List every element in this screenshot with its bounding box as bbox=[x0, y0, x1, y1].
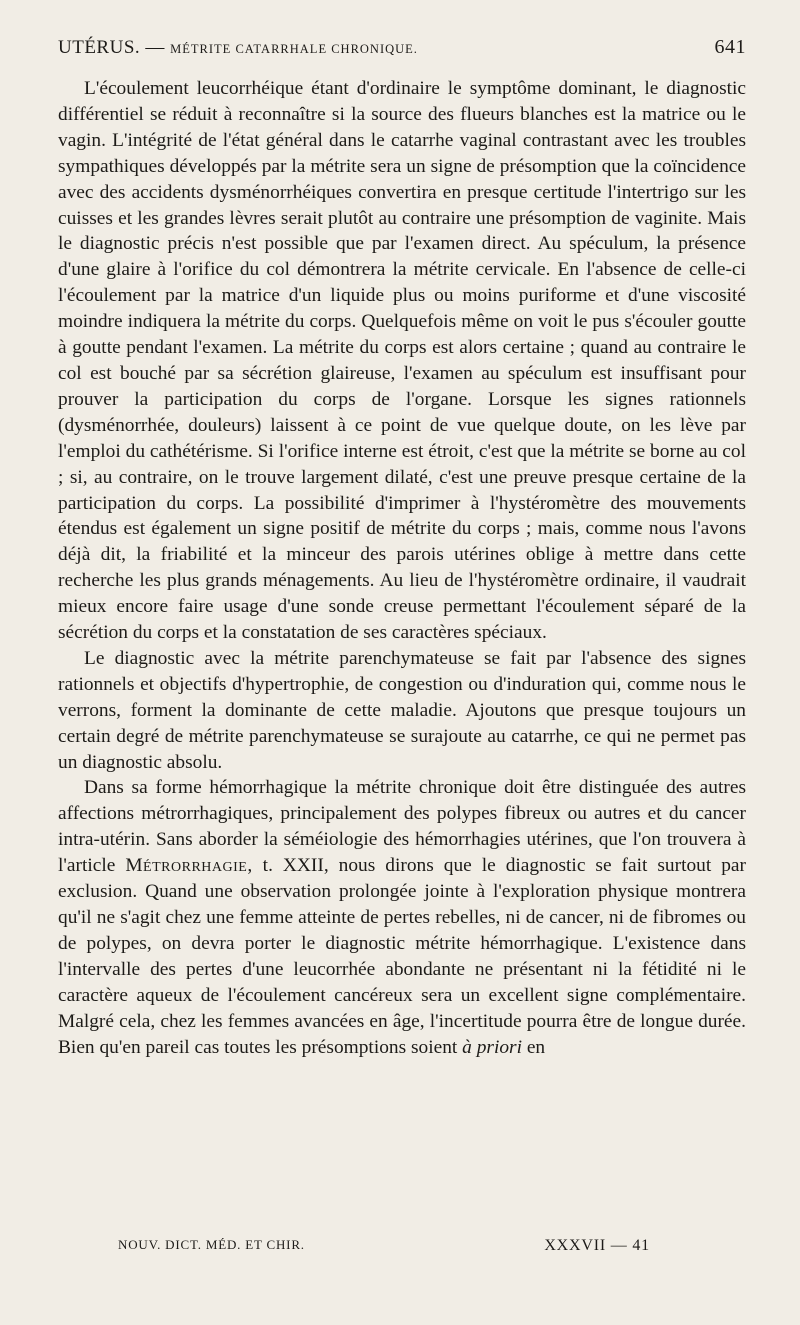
emphasis-text: à priori bbox=[462, 1036, 522, 1058]
body-text bbox=[58, 76, 746, 1060]
page-number: 641 bbox=[714, 36, 746, 58]
title-separator: — bbox=[140, 37, 171, 58]
paragraph: L'écoulement leucorrhéique étant d'ordinaire le symptôme dominant, le diagnostic différentiel se réduit à reconnaître si la source des flueurs blanches est la matrice ou le vagin. L'intégrité de l'état général dans le catarrhe vaginal contrastant avec les troubles sympathiques développés par la métrite sera un signe de présomption que la coïncidence avec des accidents dysménorrhéiques convertira en presque certitude l'intertrigo sur les cuisses et les grandes lèvres serait plutôt au contraire une présomption de vaginite. Mais le diagnostic précis n'est possible que par l'examen direct. Au spéculum, la présence d'une glaire à l'orifice du col démontrera la métrite cervicale. En l'absence de celle-ci l'écoulement par la matrice d'un liquide plus ou moins puriforme et d'une viscosité moindre indiquera la métrite du corps. Quelquefois même on voit le pus s'écouler goutte à goutte pendant l'examen. La métrite du corps est alors certaine ; quand au contraire le col est bouché par sa sécrétion glaireuse, l'examen au spéculum est insuffisant pour prouver la participation du corps de l'organe. Lorsque les signes rationnels (dysménorrhée, douleurs) laissent à ce point de vue quelque doute, on les lève par l'emploi du cathétérisme. Si l'orifice interne est étroit, c'est que la métrite se borne au col ; si, au contraire, on le trouve largement dilaté, c'est une preuve presque certaine de la participation du corps. La possibilité d'imprimer à l'hystéromètre des mouvements étendus est également un signe positif de métrite du corps ; mais, comme nous l'avons déjà dit, la friabilité et la minceur des parois utérines oblige à mettre dans cette recherche les plus grands ménagements. Au lieu de l'hystéromètre ordinaire, il vaudrait mieux encore faire usage d'une sonde creuse permettant l'écoulement séparé de la sécrétion du corps et la constatation de ses caractères spéciaux. bbox=[58, 78, 746, 644]
running-title bbox=[58, 37, 418, 59]
section-subtitle: MÉTRITE CATARRHALE CHRONIQUE. bbox=[170, 42, 418, 56]
paragraph-text: Dans sa forme hémorrhagique la métrite chronique doit être distinguée des autres affections métrorrhagiques, principalement des polypes fibreux ou autres et du cancer intra-utérin. Sans aborder la séméiologie des hémorrhagies utérines, que l'on trouvera à l'article bbox=[58, 777, 746, 877]
running-head bbox=[58, 36, 746, 76]
section-title: UTÉRUS. bbox=[58, 37, 141, 58]
footer-book-title: NOUV. DICT. MÉD. ET CHIR. bbox=[118, 1237, 305, 1252]
paragraph: Le diagnostic avec la métrite parenchymateuse se fait par l'absence des signes rationnels et objectifs d'hypertrophie, de congestion ou d'induration qui, comme nous le verrons, forment la dominante de cette maladie. Ajoutons que presque toujours un certain degré de métrite parenchymateuse se surajoute au catarrhe, ce qui ne permet pas un diagnostic absolu. bbox=[58, 647, 746, 773]
page-footer bbox=[118, 1237, 650, 1255]
footer-signature: XXXVII — 41 bbox=[544, 1237, 650, 1254]
paragraph-text: t. XXII, nous dirons que le diagnostic se fait surtout par exclusion. Quand une observation prolongée jointe à l'exploration physique montrera qu'il ne s'agit chez une femme atteinte de pertes rebelles, ni de cancer, ni de fibromes ou de polypes, on devra porter le diagnostic métrite hémorrhagique. L'existence dans l'intervalle des pertes d'une leucorrhée abondante ne présentant ni la fétidité ni le caractère aqueux de l'écoulement cancéreux sera un excellent signe complémentaire. Malgré cela, chez les femmes avancées en âge, l'incertitude pourra être de longue durée. Bien qu'en pareil cas toutes les présomptions soient bbox=[58, 855, 746, 1058]
paragraph-text: en bbox=[521, 1036, 546, 1058]
article-reference: Métrorrhagie, bbox=[125, 855, 253, 877]
paragraph bbox=[58, 775, 746, 1060]
